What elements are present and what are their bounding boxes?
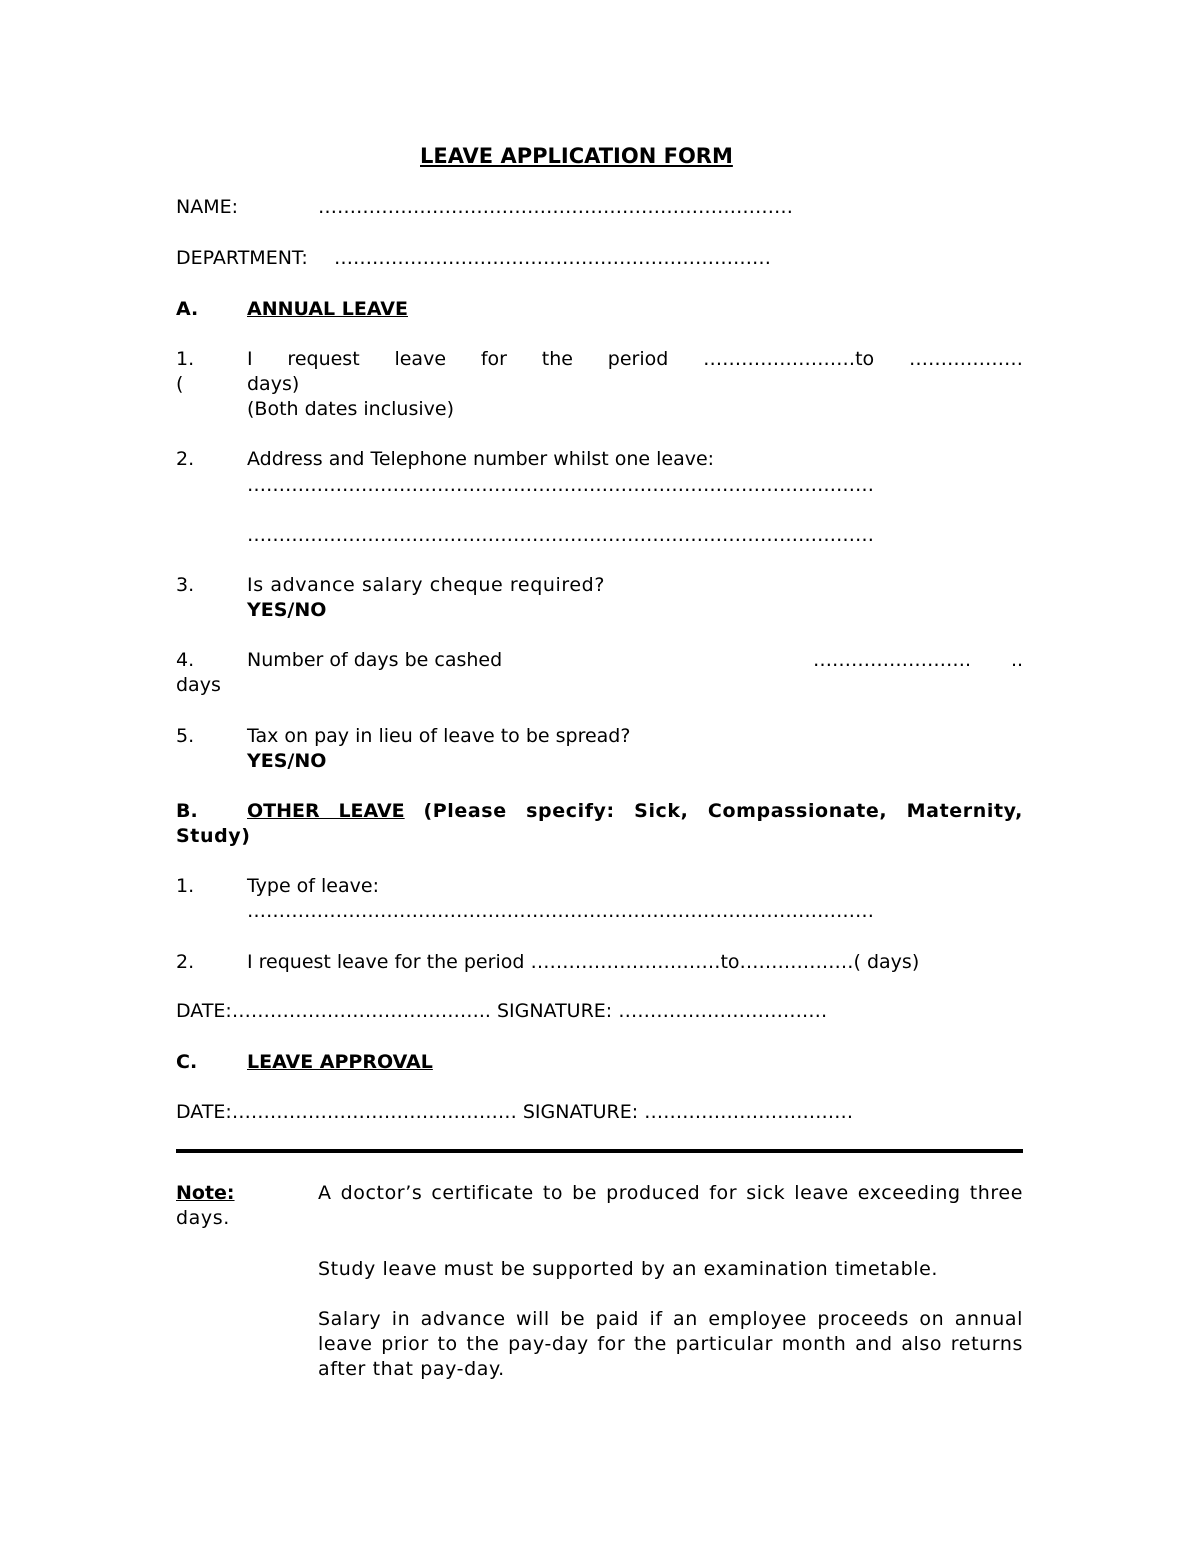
section-b-date-signature[interactable]: DATE:………………………………….. SIGNATURE: …………………………… [176,1000,828,1022]
tax-spread-yes-no[interactable]: YES/NO [247,750,327,772]
word: request [287,348,360,370]
section-c-letter: C. [176,1051,198,1073]
item-number: 2. [176,448,195,470]
item-number: 5. [176,725,195,747]
section-b-specify: (Please specify: Sick, Compassionate, Maternity, Study) [176,800,1023,847]
section-b-letter: B. [176,800,198,822]
word: for [480,348,507,370]
days-label: days [176,674,221,696]
type-of-leave-label: Type of leave: [247,875,379,897]
both-dates-note: (Both dates inclusive) [247,398,454,420]
type-of-leave-field[interactable]: ……………………………………………………………………………………… [247,900,874,922]
department-label: DEPARTMENT: [176,247,308,269]
item-number: 4. [176,649,195,671]
address-label: Address and Telephone number whilst one leave: [247,448,715,470]
department-field[interactable]: …………………………………………………………… [334,247,771,269]
section-b-heading: OTHER LEAVE [247,800,405,822]
address-field-line-1[interactable]: ……………………………………………………………………………………… [247,474,874,496]
annual-leave-period-row [247,347,1023,372]
item-number: 3. [176,574,195,596]
period-to-field[interactable]: ……………… [909,348,1023,370]
word: I [247,348,253,370]
days-label: days) [247,373,300,395]
note-label: Note: [176,1182,235,1204]
days-cashed-field-end: .. [1011,649,1024,671]
item-number: 1. [176,875,195,897]
days-cashed-label: Number of days be cashed [247,649,503,671]
divider [176,1149,1023,1153]
note-line-1: A doctor’s certificate to be produced for sick leave exceeding three days. [176,1182,1023,1229]
word: leave [394,348,447,370]
address-field-line-2[interactable]: ……………………………………………………………………………………… [247,524,874,546]
section-c-date-signature[interactable]: DATE:……………………………………… SIGNATURE: …………………………… [176,1101,854,1123]
other-leave-period-row[interactable]: I request leave for the period …………………………to………………( days) [247,951,920,973]
period-from-field[interactable]: ……………………to [703,348,875,370]
item-number: 1. [176,348,195,370]
advance-salary-question: Is advance salary cheque required? [247,574,606,596]
section-a-letter: A. [176,298,199,320]
paren-open: ( [176,373,184,395]
advance-salary-yes-no[interactable]: YES/NO [247,599,327,621]
note-line-2: Study leave must be supported by an examination timetable. [318,1258,939,1280]
word: the [541,348,573,370]
tax-spread-question: Tax on pay in lieu of leave to be spread? [247,725,631,747]
note-line-3: Salary in advance will be paid if an employee proceeds on annual leave prior to the pay-day for the particular month and also returns after that pay-day. [318,1308,1023,1380]
section-c-heading: LEAVE APPROVAL [247,1051,433,1073]
page-title: LEAVE APPLICATION FORM [420,144,733,168]
name-field[interactable]: ………………………………………………………………… [318,196,793,218]
word: period [607,348,669,370]
name-label: NAME: [176,196,239,218]
item-number: 2. [176,951,195,973]
section-a-heading: ANNUAL LEAVE [247,298,408,320]
days-cashed-field[interactable]: ……………………. [813,649,972,671]
section-b-heading-block [176,799,1023,849]
